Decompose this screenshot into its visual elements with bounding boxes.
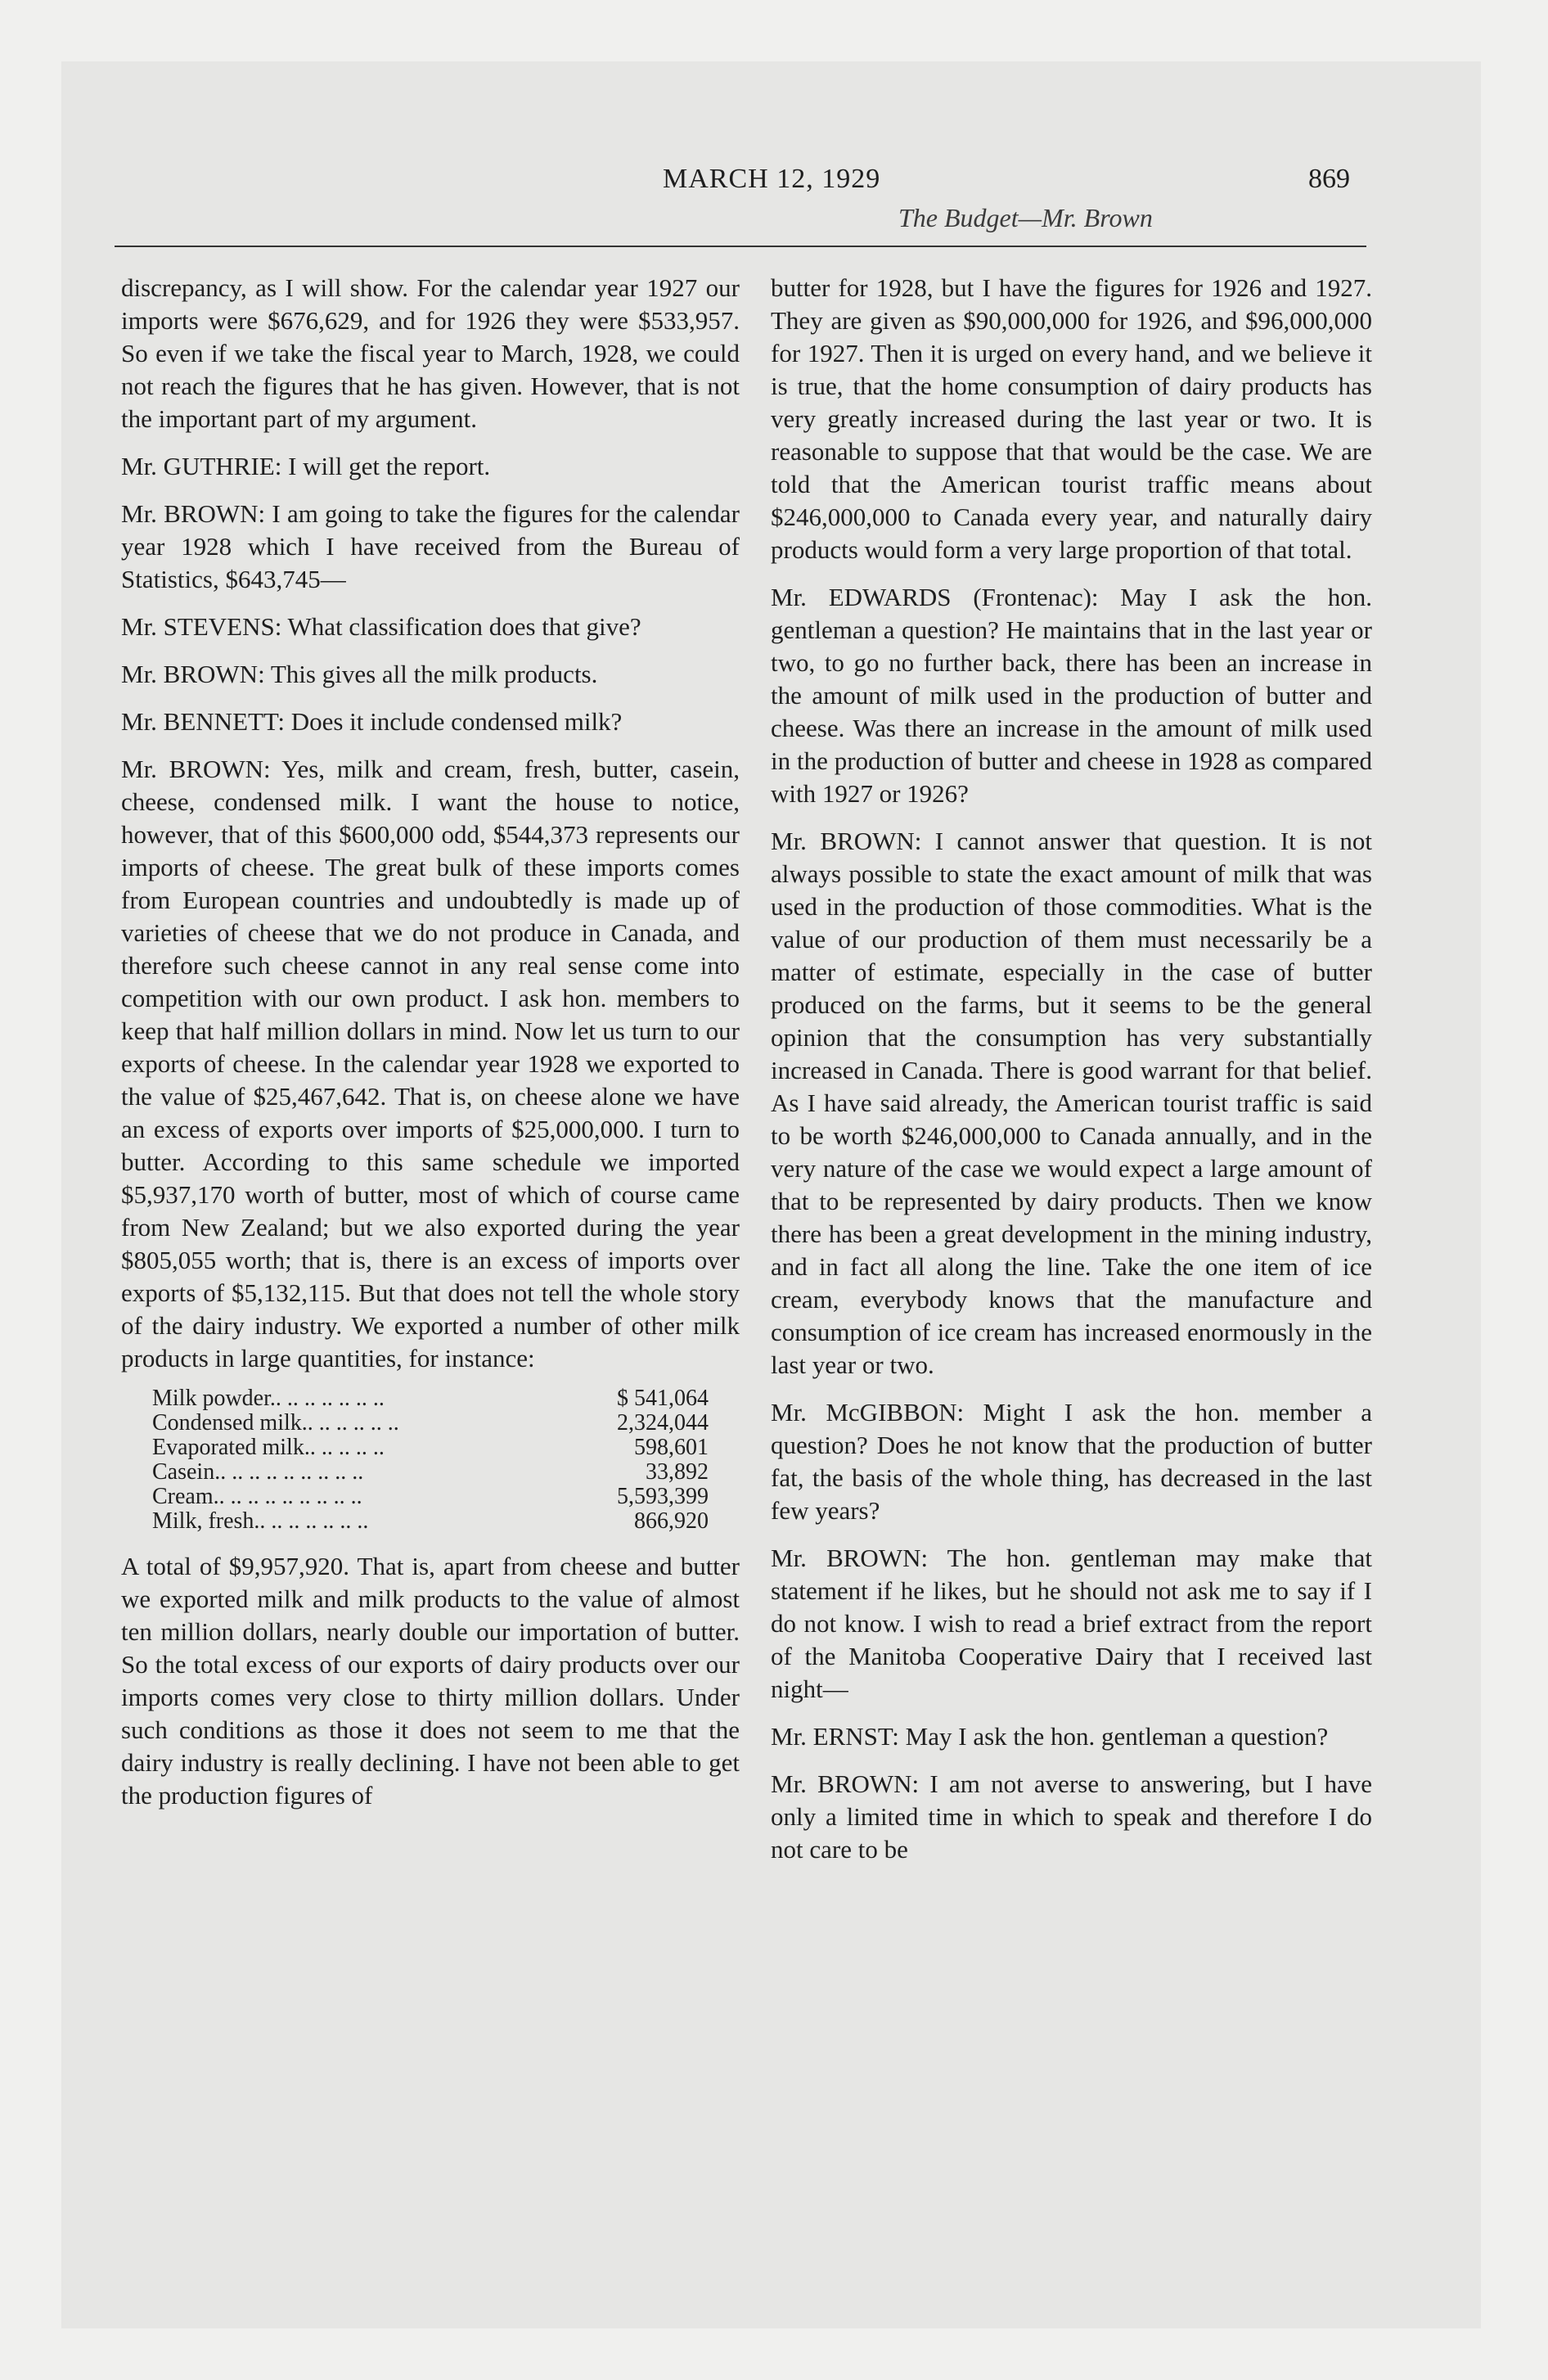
exports-table xyxy=(152,1386,709,1534)
header-rule xyxy=(115,246,1366,247)
table-row xyxy=(152,1509,709,1534)
export-item: Milk powder.. .. .. .. .. .. .. xyxy=(152,1386,385,1411)
export-value: 33,892 xyxy=(646,1459,709,1485)
export-value: 598,601 xyxy=(634,1435,709,1460)
export-value: 866,920 xyxy=(634,1508,709,1534)
table-row xyxy=(152,1485,709,1509)
export-item: Casein.. .. .. .. .. .. .. .. .. xyxy=(152,1460,364,1485)
page-number: 869 xyxy=(1308,164,1350,194)
paragraph: butter for 1928, but I have the figures for 1926 and 1927. They are given as $90,000,000 for 1926, and $96,000,000 for 1927. Then it is urged on every hand, and we believe it is true, that the home consumption of dairy products has very greatly increased during the last year or two. It is reasonable to suppose that that would be the case. We are told that the American tourist traffic means about $246,000,000 to Canada every year, and naturally dairy products would form a very large proportion of that total. xyxy=(771,273,1372,564)
paragraph: Mr. BENNETT: Does it include condensed milk? xyxy=(121,707,623,736)
page-header xyxy=(115,156,1366,246)
table-row xyxy=(152,1411,709,1436)
export-value: 5,593,399 xyxy=(617,1484,709,1509)
paragraph: Mr. GUTHRIE: I will get the report. xyxy=(121,452,491,480)
left-column xyxy=(121,272,740,1827)
paragraph: Mr. McGIBBON: Might I ask the hon. member a question? Does he not know that the production of butter fat, the basis of the whole thing, has decreased in the last few years? xyxy=(771,1398,1372,1525)
export-value: 2,324,044 xyxy=(617,1410,709,1436)
paragraph: Mr. STEVENS: What classification does that give? xyxy=(121,612,641,641)
paragraph: Mr. BROWN: I am going to take the figures for the calendar year 1928 which I have received from the Bureau of Statistics, $643,745— xyxy=(121,499,740,593)
export-item: Cream.. .. .. .. .. .. .. .. .. xyxy=(152,1485,362,1509)
header-subtitle: The Budget—Mr. Brown xyxy=(898,203,1153,232)
paragraph: Mr. EDWARDS (Frontenac): May I ask the hon. gentleman a question? He maintains that in the last year or two, to go no further back, there has been an increase in the amount of milk used in the production of butter and cheese. Was there an increase in the amount of milk used in the production of butter and cheese in 1928 as compared with 1927 or 1926? xyxy=(771,583,1372,808)
export-item: Milk, fresh.. .. .. .. .. .. .. xyxy=(152,1509,369,1534)
table-row xyxy=(152,1386,709,1411)
paragraph: Mr. BROWN: I cannot answer that question. It is not always possible to state the exact amount of milk that was used in the production of those commodities. What is the value of our production of them must necessarily be a matter of estimate, especially in the case of butter produced on the farms, but it seems to be the general opinion that the consumption has very substantially increased in Canada. There is good warrant for that belief. As I have said already, the American tourist traffic is said to be worth $246,000,000 to Canada annually, and in the very nature of the case we would expect a large amount of that to be represented by dairy products. Then we know there has been a great development in the mining industry, and in fact all along the line. Take the one item of ice cream, everybody knows that the manufacture and consumption of ice cream has increased enormously in the last year or two. xyxy=(771,827,1372,1379)
paragraph: A total of $9,957,920. That is, apart from cheese and butter we exported milk and milk products to the value of almost ten million dollars, nearly double our importation of butter. So the total excess of our exports of dairy products over our imports comes very close to thirty million dollars. Under such conditions as those it does not seem to me that the dairy industry is really declining. I have not been able to get the production figures of xyxy=(121,1552,740,1810)
export-item: Evaporated milk.. .. .. .. .. xyxy=(152,1436,385,1460)
paragraph: Mr. ERNST: May I ask the hon. gentleman a question? xyxy=(771,1722,1329,1751)
paragraph: Mr. BROWN: The hon. gentleman may make that statement if he likes, but he should not ask me to say if I do not know. I wish to read a brief extract from the report of the Manitoba Cooperative Dairy that I received last night— xyxy=(771,1544,1372,1703)
export-value: $ 541,064 xyxy=(617,1386,709,1411)
paragraph: Mr. BROWN: I am not averse to answering, but I have only a limited time in which to speak and therefore I do not care to be xyxy=(771,1769,1372,1864)
paragraph: Mr. BROWN: This gives all the milk products. xyxy=(121,660,598,688)
paragraph: discrepancy, as I will show. For the calendar year 1927 our imports were $676,629, and for 1926 they were $533,957. So even if we take the fiscal year to March, 1928, we could not reach the figures that he has given. However, that is not the important part of my argument. xyxy=(121,273,740,433)
paragraph: Mr. BROWN: Yes, milk and cream, fresh, butter, casein, cheese, condensed milk. I want the house to notice, however, that of this $600,000 odd, $544,373 represents our imports of cheese. The great bulk of these imports comes from European countries and undoubtedly is made up of varieties of cheese that we do not produce in Canada, and therefore such cheese cannot in any real sense come into competition with our own product. I ask hon. members to keep that half million dollars in mind. Now let us turn to our exports of cheese. In the calendar year 1928 we exported to the value of $25,467,642. That is, on cheese alone we have an excess of exports over imports of $25,000,000. I turn to butter. According to this same schedule we imported $5,937,170 worth of butter, most of which of course came from New Zealand; but we also exported during the year $805,055 worth; that is, there is an excess of imports over exports of $5,132,115. But that does not tell the whole story of the dairy industry. We exported a number of other milk products in large quantities, for instance: xyxy=(121,755,740,1373)
table-row xyxy=(152,1460,709,1485)
export-item: Condensed milk.. .. .. .. .. .. xyxy=(152,1411,399,1436)
header-date: MARCH 12, 1929 xyxy=(663,164,881,194)
table-row xyxy=(152,1436,709,1460)
right-column xyxy=(771,272,1372,1881)
